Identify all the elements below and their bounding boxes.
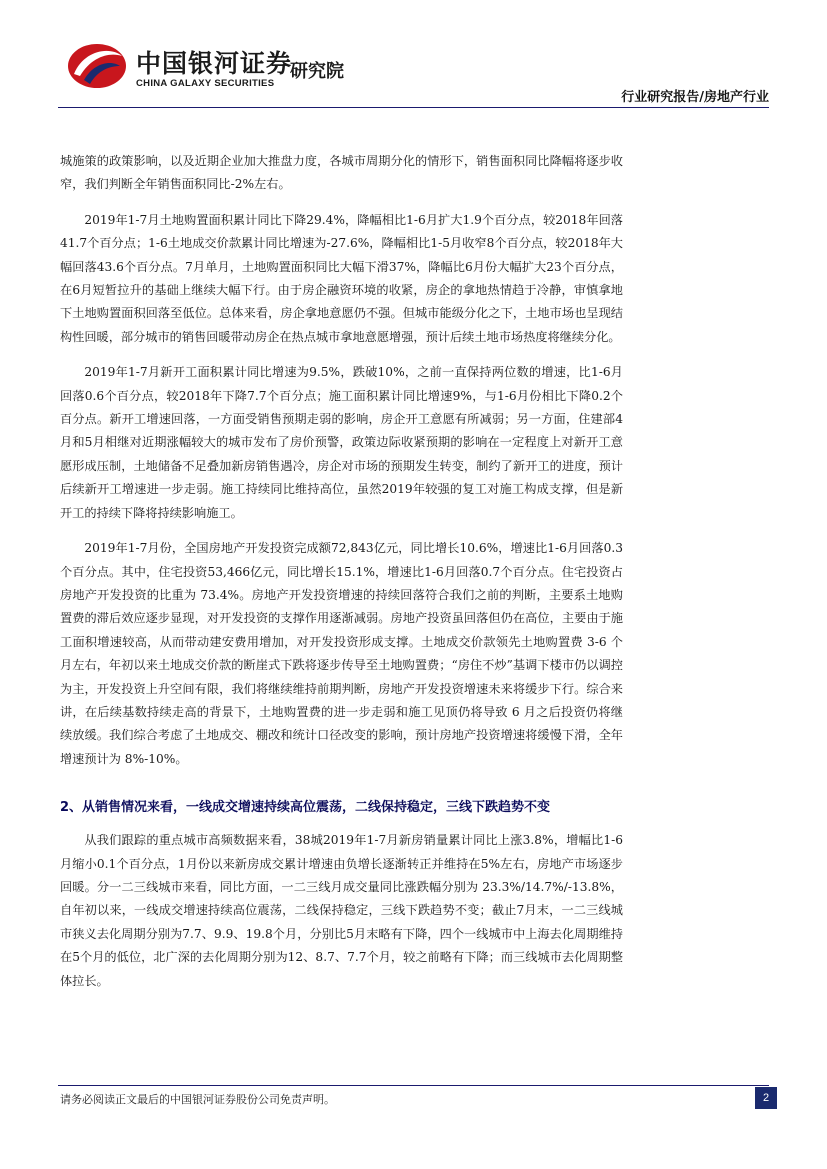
- header-divider: [58, 107, 769, 108]
- main-content: [60, 150, 623, 1005]
- page-header: [0, 0, 827, 110]
- footer-disclaimer: 请务必阅读正文最后的中国银河证券股份公司免责声明。: [60, 1093, 335, 1106]
- brand-institute: 研究院: [290, 61, 344, 82]
- paragraph-2: 2019年1-7月土地购置面积累计同比下降29.4%，降幅相比1-6月扩大1.9个百分点，较2018年回落41.7个百分点；1-6土地成交价款累计同比增速为-27.6%，降幅相比1-5月收窄8个百分点，较2018年大幅回落43.6个百分点。7月单月，土地购置面积同比大幅下滑37%，降幅比6月份大幅扩大23个百分点，在6月短暂拉升的基础上继续大幅下行。由于房企融资环境的收紧，房企的拿地热情趋于冷静，审慎拿地下土地购置面积回落至低位。总体来看，房企拿地意愿仍不强。但城市能级分化之下，土地市场也呈现结构性回暖，部分城市的销售回暖带动房企在热点城市拿地意愿增强，预计后续土地市场热度将继续分化。: [60, 212, 623, 344]
- report-type: 行业研究报告/房地产行业: [621, 90, 769, 105]
- paragraph-3: 2019年1-7月新开工面积累计同比增速为9.5%，跌破10%，之前一直保持两位数的增速，比1-6月回落0.6个百分点，较2018年下降7.7个百分点；施工面积累计同比增速9%，与1-6月份相比下降0.2个百分点。新开工增速回落，一方面受销售预期走弱的影响，房企开工意愿有所减弱；另一方面，住建部4月和5月相继对近期涨幅较大的城市发布了房价预警，政策边际收紧预期的影响在一定程度上对新开工意愿形成压制，土地储备不足叠加新房销售遇冷，房企对市场的预期发生转变，制约了新开工的进度，预计后续新开工增速进一步走弱。施工持续同比维持高位，虽然2019年较强的复工对施工构成支撑，但是新开工的持续下降将持续影响施工。: [60, 365, 623, 520]
- section-paragraph: 从我们跟踪的重点城市高频数据来看，38城2019年1-7月新房销量累计同比上涨3.8%，增幅比1-6月缩小0.1个百分点，1月份以来新房成交累计增速由负增长逐渐转正并维持在5%左右，房地产市场逐步回暖。分一二三线城市来看，同比方面，一二三线月成交量同比涨跌幅分别为 23.3%/14.7%/-13.8%，自年初以来，一线成交增速持续高位震荡，二线保持稳定，三线下跌趋势不变；截止7月末，一二三线城市狭义去化周期分别为7.7、9.9、19.8个月，分别比5月末略有下降，四个一线城市中上海去化周期维持在5个月的低位，北广深的去化周期分别为12、8.7、7.7个月，较之前略有下降；而三线城市去化周期整体拉长。: [60, 833, 623, 988]
- brand-name-en: CHINA GALAXY SECURITIES: [136, 78, 275, 89]
- section-title: 2、从销售情况来看，一线成交增速持续高位震荡，二线保持稳定，三线下跌趋势不变: [60, 800, 551, 816]
- paragraph-4: 2019年1-7月份，全国房地产开发投资完成额72,843亿元，同比增长10.6%，增速比1-6月回落0.3个百分点。其中，住宅投资53,466亿元，同比增长15.1%，增速比1-6月回落0.7个百分点。住宅投资占房地产开发投资的比重为 73.4%。房地产开发投资增速的持续回落符合我们之前的判断，主要系土地购置费的滞后效应逐步显现，对开发投资的支撑作用逐渐减弱。房地产投资虽回落但仍在高位，主要由于施工面积增速较高，从而带动建安费用增加，对开发投资形成支撑。土地成交价款领先土地购置费 3-6 个月左右，年初以来土地成交价款的断崖式下跌将逐步传导至土地购置费；“房住不炒”基调下楼市仍以调控为主，开发投资上升空间有限，我们将继续维持前期判断，房地产开发投资增速未来将缓步下行。综合来讲，在后续基数持续走高的背景下，土地购置费的进一步走弱和施工见顶仍将导致 6 月之后投资仍将继续放缓。我们综合考虑了土地成交、棚改和统计口径改变的影响，预计房地产投资增速将缓慢下滑，全年增速预计为 8%-10%。: [60, 541, 623, 766]
- paragraph-1: 城施策的政策影响，以及近期企业加大推盘力度，各城市周期分化的情形下，销售面积同比降幅将逐步收窄，我们判断全年销售面积同比-2%左右。: [60, 154, 623, 192]
- footer-divider: [58, 1085, 769, 1086]
- brand-name-cn: 中国银河证券: [136, 49, 293, 78]
- galaxy-logo-icon: [66, 40, 128, 92]
- page-number: 2: [755, 1087, 777, 1109]
